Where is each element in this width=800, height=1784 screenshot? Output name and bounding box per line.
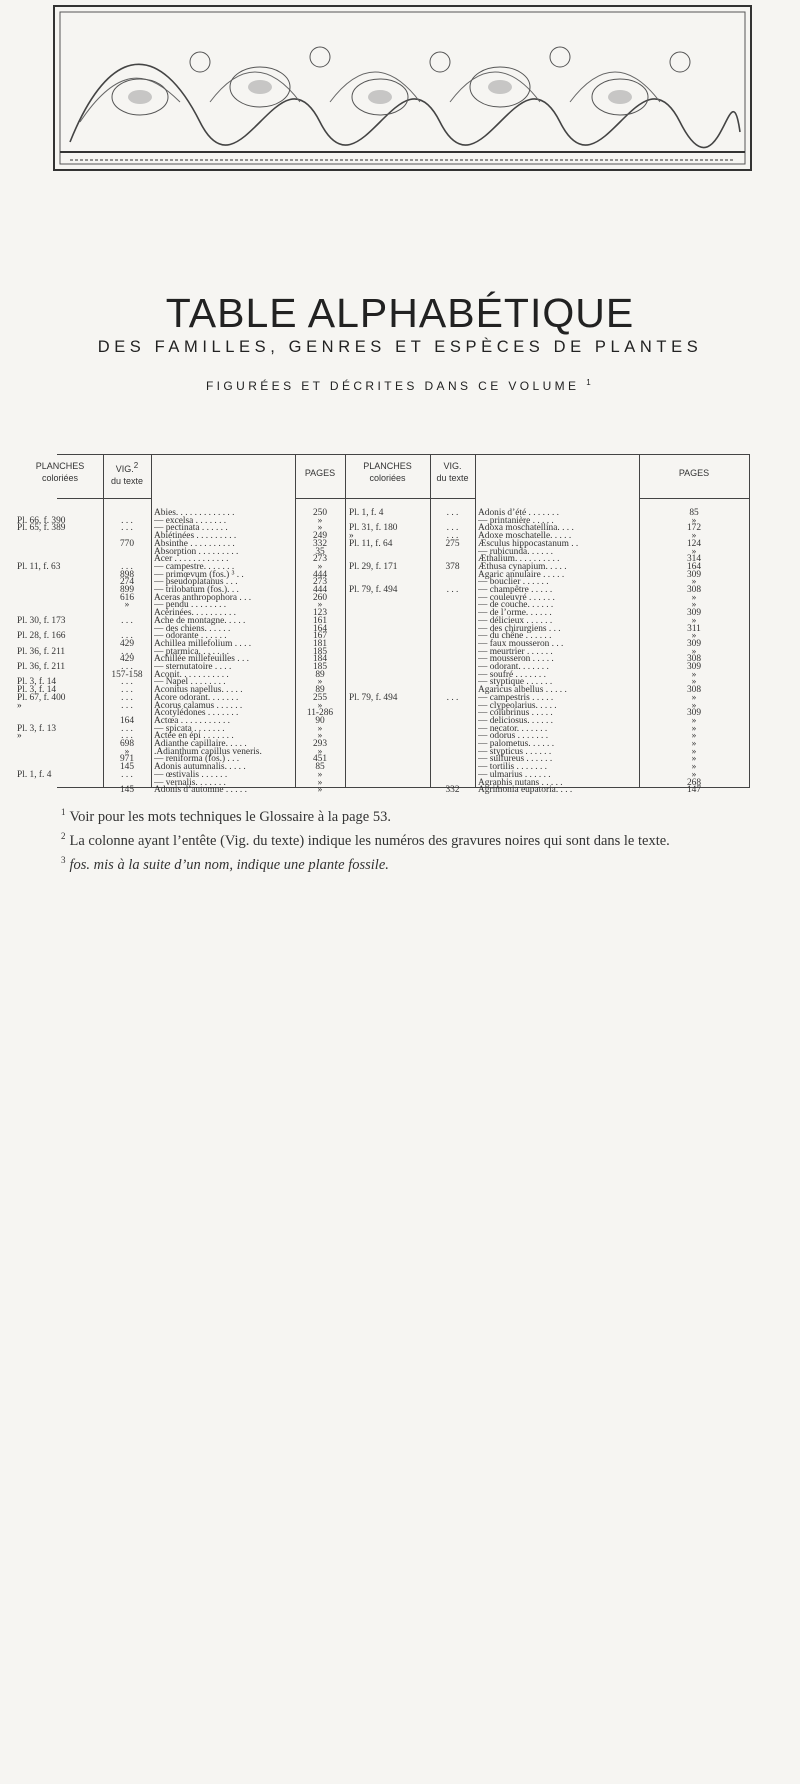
header-rule bbox=[295, 498, 345, 499]
plate-cell: Pl. 31, f. 180 bbox=[349, 523, 398, 534]
page-cell: 147 bbox=[686, 785, 702, 796]
name-cell: — clypeolarius. . . . . bbox=[478, 700, 557, 711]
page-cell: 161 bbox=[312, 615, 328, 626]
vignette-cell: 145 bbox=[119, 785, 135, 796]
vignette-cell: . . . bbox=[121, 700, 133, 711]
page-cell: 124 bbox=[686, 538, 702, 549]
name-cell: Adonis d’été . . . . . . . bbox=[478, 508, 559, 518]
name-cell: Absorption . . . . . . . . . bbox=[154, 546, 239, 557]
footnote-1-number: 1 bbox=[61, 807, 66, 817]
vignette-cell: 971 bbox=[119, 754, 135, 765]
vignette-cell: » bbox=[124, 600, 130, 611]
vignette-cell: . . . bbox=[446, 508, 459, 518]
vignette-cell: . . . bbox=[121, 677, 133, 688]
plate-cell: Pl. 11, f. 64 bbox=[349, 538, 393, 549]
name-cell: Agaric annulaire . . . . . bbox=[478, 569, 565, 580]
page-cell: 308 bbox=[686, 585, 702, 595]
page-cell: 293 bbox=[312, 739, 328, 749]
name-cell: — soufré . . . . . . . bbox=[478, 669, 546, 680]
page-cell: » bbox=[691, 739, 697, 749]
subtitle-2-text: FIGURÉES ET DÉCRITES DANS CE VOLUME bbox=[205, 379, 580, 393]
plate-cell: Pl. 1, f. 4 bbox=[349, 508, 384, 518]
name-cell: Abiétinées . . . . . . . . . bbox=[154, 531, 237, 542]
vignette-cell: 157-158 bbox=[111, 669, 143, 680]
vignette-cell: . . . bbox=[121, 646, 133, 657]
header-planches-right bbox=[345, 460, 430, 484]
page-cell: » bbox=[691, 700, 697, 711]
plate-cell: Pl. 67, f. 400 bbox=[17, 692, 66, 703]
page-cell: 309 bbox=[686, 569, 702, 580]
vignette-cell: 698 bbox=[119, 739, 135, 749]
page-cell: 185 bbox=[312, 662, 328, 672]
table-row bbox=[57, 785, 750, 798]
name-cell: — du chêne . . . . . . bbox=[478, 631, 552, 642]
header-vig-footnote-ref: 2 bbox=[133, 461, 139, 470]
page-cell: 260 bbox=[312, 592, 328, 603]
name-cell: — reniforma (fos.) . . . bbox=[154, 754, 240, 765]
name-cell: — colubrinus . . . . . bbox=[478, 708, 553, 719]
vignette-cell: . . . bbox=[121, 523, 133, 534]
name-cell: — sternutatoire . . . . bbox=[154, 662, 232, 672]
header-rule bbox=[430, 498, 475, 499]
page-cell: » bbox=[317, 723, 323, 734]
plate-cell: Pl. 29, f. 171 bbox=[349, 561, 398, 572]
page-cell: 167 bbox=[312, 631, 328, 642]
name-cell: Abies. . . . . . . . . . . . . bbox=[154, 508, 235, 518]
name-cell: — odorus . . . . . . . bbox=[478, 731, 549, 742]
page-cell: 311 bbox=[687, 623, 701, 634]
plate-cell: Pl. 79, f. 494 bbox=[349, 585, 398, 595]
name-cell: — ptarmica. . . . . . . bbox=[154, 646, 229, 657]
name-cell: Agraphis nutans . . . . . bbox=[478, 777, 563, 788]
page-cell: » bbox=[691, 600, 697, 611]
plate-cell: Pl. 28, f. 166 bbox=[17, 631, 66, 642]
name-cell: — œstivalis . . . . . . bbox=[154, 769, 228, 780]
page-cell: 35 bbox=[315, 546, 325, 557]
vignette-cell: . . . bbox=[121, 631, 133, 642]
page-cell: 255 bbox=[312, 692, 328, 703]
footnote-3-number: 3 bbox=[61, 854, 66, 865]
header-vig-line2: du texte bbox=[110, 476, 144, 486]
name-cell: — sulfureus . . . . . . bbox=[478, 754, 553, 765]
name-cell: Achillée millefeuilles . . . bbox=[154, 654, 250, 665]
page-cell: 164 bbox=[686, 561, 702, 572]
page-cell: 249 bbox=[312, 531, 328, 542]
page-cell: 308 bbox=[686, 654, 702, 665]
name-cell: — campestre. . . . . . . bbox=[154, 561, 235, 572]
page-subtitle: DES FAMILLES, GENRES ET ESPÈCES DE PLANTES bbox=[97, 338, 703, 356]
vignette-cell: . . . bbox=[121, 692, 133, 703]
page-cell: 172 bbox=[686, 523, 702, 534]
page-cell: 89 bbox=[315, 669, 325, 680]
page-cell: » bbox=[691, 615, 697, 626]
name-cell: Aconitus napellus. . . . . bbox=[154, 685, 243, 696]
vignette-cell: . . . bbox=[446, 523, 459, 534]
page-cell: 268 bbox=[686, 777, 702, 788]
ornamental-banner bbox=[50, 2, 755, 174]
page-cell: 451 bbox=[312, 754, 328, 765]
vignette-cell: 429 bbox=[119, 654, 135, 665]
name-cell: Ache de montagne. . . . . bbox=[154, 615, 246, 626]
page-cell: 444 bbox=[312, 569, 328, 580]
header-planches-line2: coloriées bbox=[369, 473, 406, 483]
vignette-cell: . . . bbox=[446, 692, 459, 703]
vignette-cell: . . . bbox=[121, 685, 133, 696]
name-cell: Acotylédones . . . . . . . bbox=[154, 708, 239, 719]
name-cell: Acérinées. . . . . . . . . . bbox=[154, 608, 237, 619]
plate-cell: Pl. 1, f. 4 bbox=[17, 769, 52, 780]
page-cell: » bbox=[317, 600, 323, 611]
name-cell: — campestris . . . . . bbox=[478, 692, 554, 703]
vignette-cell: . . . bbox=[121, 615, 133, 626]
vignette-cell: . . . bbox=[446, 585, 459, 595]
name-cell: Actée en épi . . . . . . . bbox=[154, 731, 234, 742]
page-cell: 185 bbox=[312, 646, 328, 657]
plate-cell: » bbox=[349, 531, 354, 542]
page-cell: 273 bbox=[312, 577, 328, 588]
page-cell: 314 bbox=[686, 554, 702, 565]
footnote-2-number: 2 bbox=[61, 830, 66, 841]
vignette-cell: 274 bbox=[119, 577, 135, 588]
page-cell: 123 bbox=[312, 608, 328, 619]
index-table bbox=[17, 454, 750, 1784]
name-cell: — tortilis . . . . . . . bbox=[478, 762, 548, 773]
page-cell: 184 bbox=[312, 654, 328, 665]
page-cell: » bbox=[691, 577, 697, 588]
name-cell: — deliciosus. . . . . . bbox=[478, 715, 553, 726]
name-cell: — excelsa . . . . . . . bbox=[154, 515, 227, 526]
page-cell: 309 bbox=[686, 662, 702, 672]
name-cell: — stypticus . . . . . . bbox=[478, 746, 552, 757]
page-cell: 332 bbox=[312, 538, 328, 549]
name-cell: — spicata . . . . . . . bbox=[154, 723, 225, 734]
plate-cell: Pl. 36, f. 211 bbox=[17, 646, 66, 657]
name-cell: Actœa . . . . . . . . . . . bbox=[154, 715, 231, 726]
name-cell: — champêtre . . . . . bbox=[478, 585, 553, 595]
vignette-cell: 164 bbox=[119, 715, 135, 726]
header-vig-right bbox=[430, 460, 475, 484]
page-cell: » bbox=[691, 515, 697, 526]
vignette-cell: . . . bbox=[446, 531, 459, 542]
vignette-cell: 898 bbox=[119, 569, 135, 580]
header-planches-line1: PLANCHES bbox=[35, 461, 85, 471]
name-cell: — faux mousseron . . . bbox=[478, 638, 564, 649]
header-planches-line2: coloriées bbox=[41, 473, 79, 483]
name-cell: — pseudoplatanus . . . bbox=[154, 577, 238, 588]
footnote-2-text: La colonne ayant l’entête (Vig. du texte) indique les numéros des gravures noires qui sont dans le texte. bbox=[69, 832, 670, 849]
page-cell: 11-286 bbox=[306, 708, 334, 719]
page-cell: » bbox=[691, 715, 697, 726]
page-subtitle-2 bbox=[0, 378, 800, 393]
vignette-cell: 899 bbox=[119, 585, 135, 595]
footnotes bbox=[57, 803, 757, 874]
page-cell: 308 bbox=[686, 685, 702, 696]
name-cell: — de l’orme. . . . . . bbox=[478, 608, 552, 619]
page-cell: » bbox=[691, 692, 697, 703]
page-cell: 309 bbox=[686, 708, 702, 719]
header-vig-line2: du texte bbox=[436, 473, 469, 483]
name-cell: — palometus. . . . . . bbox=[478, 739, 555, 749]
plate-cell: Pl. 36, f. 211 bbox=[17, 662, 66, 672]
name-cell: — printanière . . . . . bbox=[478, 515, 554, 526]
plate-cell: Pl. 30, f. 173 bbox=[17, 615, 66, 626]
name-cell: Adoxe moschatelle. . . . . bbox=[478, 531, 572, 542]
name-cell: .Adianthum capillus veneris. bbox=[154, 746, 262, 757]
page-cell: 181 bbox=[312, 638, 328, 649]
page-cell: » bbox=[317, 523, 323, 534]
header-rule bbox=[57, 498, 103, 499]
table-top-rule bbox=[57, 454, 750, 455]
page-title: TABLE ALPHABÉTIQUE bbox=[165, 290, 635, 336]
page-cell: » bbox=[691, 723, 697, 734]
name-cell: Adonis autumnalis. . . . . bbox=[154, 762, 246, 773]
name-cell: Agrimonia eupatoria. . . . bbox=[478, 785, 573, 796]
subtitle-2-footnote-ref: 1 bbox=[586, 378, 595, 387]
name-cell: — necator. . . . . . . bbox=[478, 723, 548, 734]
page-cell: » bbox=[691, 677, 697, 688]
name-cell: — mousseron . . . . . bbox=[478, 654, 554, 665]
plate-cell: Pl. 3, f. 14 bbox=[17, 677, 57, 688]
vignette-cell: 429 bbox=[119, 638, 135, 649]
page-cell: » bbox=[691, 592, 697, 603]
footnote-3 bbox=[57, 851, 757, 875]
name-cell: Acore odorant. . . . . . . bbox=[154, 692, 239, 703]
name-cell: — de couche. . . . . . bbox=[478, 600, 554, 611]
name-cell: Adoxa moschatellina. . . . bbox=[478, 523, 574, 534]
page-cell: » bbox=[691, 669, 697, 680]
name-cell: — des chirurgiens . . . bbox=[478, 623, 561, 634]
name-cell: Agaricus albellus . . . . . bbox=[478, 685, 567, 696]
header-planches-line1: PLANCHES bbox=[363, 461, 412, 471]
header-rule bbox=[639, 498, 749, 499]
vignette-cell: . . . bbox=[121, 769, 133, 780]
vignette-cell: . . . bbox=[121, 515, 133, 526]
name-cell: Acer . . . . . . . . . . . . bbox=[154, 554, 229, 565]
vignette-cell: » bbox=[124, 746, 130, 757]
page-cell: 164 bbox=[312, 623, 328, 634]
name-cell: — vernalis. . . . . . . bbox=[154, 777, 226, 788]
page-cell: » bbox=[317, 677, 323, 688]
plate-cell: Pl. 3, f. 13 bbox=[17, 723, 57, 734]
page-cell: » bbox=[691, 746, 697, 757]
page-cell: » bbox=[317, 785, 323, 796]
header-vig-line1: VIG. bbox=[115, 464, 134, 474]
plate-cell: Pl. 3, f. 14 bbox=[17, 685, 57, 696]
name-cell: — Napel . . . . . . . . bbox=[154, 677, 226, 688]
name-cell: — meurtrier . . . . . . bbox=[478, 646, 553, 657]
name-cell: Æthusa cynapium. . . . . bbox=[478, 561, 567, 572]
name-cell: — odorant. . . . . . . bbox=[478, 662, 549, 672]
page-cell: 85 bbox=[689, 508, 699, 518]
plate-cell: » bbox=[17, 700, 22, 711]
page-cell: 444 bbox=[312, 585, 328, 595]
name-cell: — bouclier . . . . . . bbox=[478, 577, 549, 588]
name-cell: Æsculus hippocastanum . . bbox=[478, 538, 579, 549]
page-cell: 309 bbox=[686, 638, 702, 649]
name-cell: — pectinata . . . . . . bbox=[154, 523, 228, 534]
footnote-1-text: Voir pour les mots techniques le Glossaire à la page 53. bbox=[69, 808, 391, 825]
page-cell: » bbox=[317, 746, 323, 757]
name-cell: Adonis d’automne . . . . . bbox=[154, 785, 247, 796]
page-cell: » bbox=[691, 754, 697, 765]
name-cell: Absinthe . . . . . . . . . . bbox=[154, 538, 235, 549]
page-cell: 85 bbox=[315, 762, 325, 773]
name-cell: Achillea millefolium . . . . bbox=[154, 638, 252, 649]
name-cell: — ulmarius . . . . . . bbox=[478, 769, 551, 780]
name-cell: — couleuvré . . . . . . bbox=[478, 592, 555, 603]
name-cell: — trilobatum (fos.). . . bbox=[154, 585, 239, 595]
name-cell: — odorante . . . . . . bbox=[154, 631, 227, 642]
name-cell: — pendu . . . . . . . . bbox=[154, 600, 227, 611]
page-cell: 273 bbox=[312, 554, 328, 565]
page-cell: » bbox=[317, 700, 323, 711]
name-cell: Adianthe capillaire. . . . . bbox=[154, 739, 247, 749]
vignette-cell: 332 bbox=[445, 785, 460, 796]
vignette-cell: 275 bbox=[445, 538, 460, 549]
vignette-cell: . . . bbox=[121, 723, 133, 734]
page-cell: 90 bbox=[315, 715, 325, 726]
header-pages-left: PAGES bbox=[304, 468, 336, 478]
header-planches-left bbox=[17, 460, 103, 484]
name-cell: Aceras anthropophora . . . bbox=[154, 592, 252, 603]
plate-cell: Pl. 11, f. 63 bbox=[17, 561, 61, 572]
page-cell: » bbox=[691, 769, 697, 780]
header-vig-line1: VIG. bbox=[443, 461, 462, 471]
page-cell: 309 bbox=[686, 608, 702, 619]
vignette-cell: . . . bbox=[121, 561, 133, 572]
name-cell: — styptique . . . . . . bbox=[478, 677, 553, 688]
footnote-1 bbox=[57, 803, 757, 827]
page-cell: » bbox=[317, 731, 323, 742]
header-rule bbox=[103, 498, 151, 499]
page-cell: 89 bbox=[315, 685, 325, 696]
name-cell: — des chiens. . . . . . bbox=[154, 623, 231, 634]
page-cell: » bbox=[691, 546, 697, 557]
plate-cell: Pl. 65, f. 389 bbox=[17, 523, 66, 534]
name-cell: Æthalium. . . . . . . . . . bbox=[478, 554, 560, 565]
footnote-3-text: fos. mis à la suite d’un nom, indique une plante fossile. bbox=[69, 856, 389, 873]
page-cell: » bbox=[691, 762, 697, 773]
vignette-cell: 770 bbox=[119, 538, 135, 549]
page-cell: » bbox=[691, 646, 697, 657]
vignette-cell: 616 bbox=[119, 592, 135, 603]
vignette-cell: . . . bbox=[121, 662, 133, 672]
vignette-cell: 378 bbox=[445, 561, 460, 572]
name-cell: — rubicunda. . . . . . bbox=[478, 546, 553, 557]
header-rule bbox=[345, 498, 430, 499]
page-cell: » bbox=[317, 515, 323, 526]
page-cell: » bbox=[317, 777, 323, 788]
footnote-2 bbox=[57, 827, 757, 851]
vignette-cell: . . . bbox=[121, 731, 133, 742]
name-cell: Aconit. . . . . . . . . . . bbox=[154, 669, 229, 680]
page-cell: » bbox=[691, 731, 697, 742]
header-pages-right: PAGES bbox=[678, 468, 710, 478]
page-cell: » bbox=[691, 631, 697, 642]
plate-cell: Pl. 79, f. 494 bbox=[349, 692, 398, 703]
header-vig-left bbox=[103, 460, 151, 487]
name-cell: Acorus calamus . . . . . . bbox=[154, 700, 243, 711]
vignette-cell: 145 bbox=[119, 762, 135, 773]
plate-cell: » bbox=[17, 731, 22, 742]
plate-cell: Pl. 66, f. 390 bbox=[17, 515, 66, 526]
page-cell: » bbox=[317, 561, 323, 572]
page-cell: » bbox=[691, 531, 697, 542]
name-cell: — délicieux . . . . . . bbox=[478, 615, 553, 626]
name-cell: — primœvum (fos.) ³ . . bbox=[154, 569, 244, 580]
page-cell: » bbox=[317, 769, 323, 780]
page-cell: 250 bbox=[312, 508, 328, 518]
